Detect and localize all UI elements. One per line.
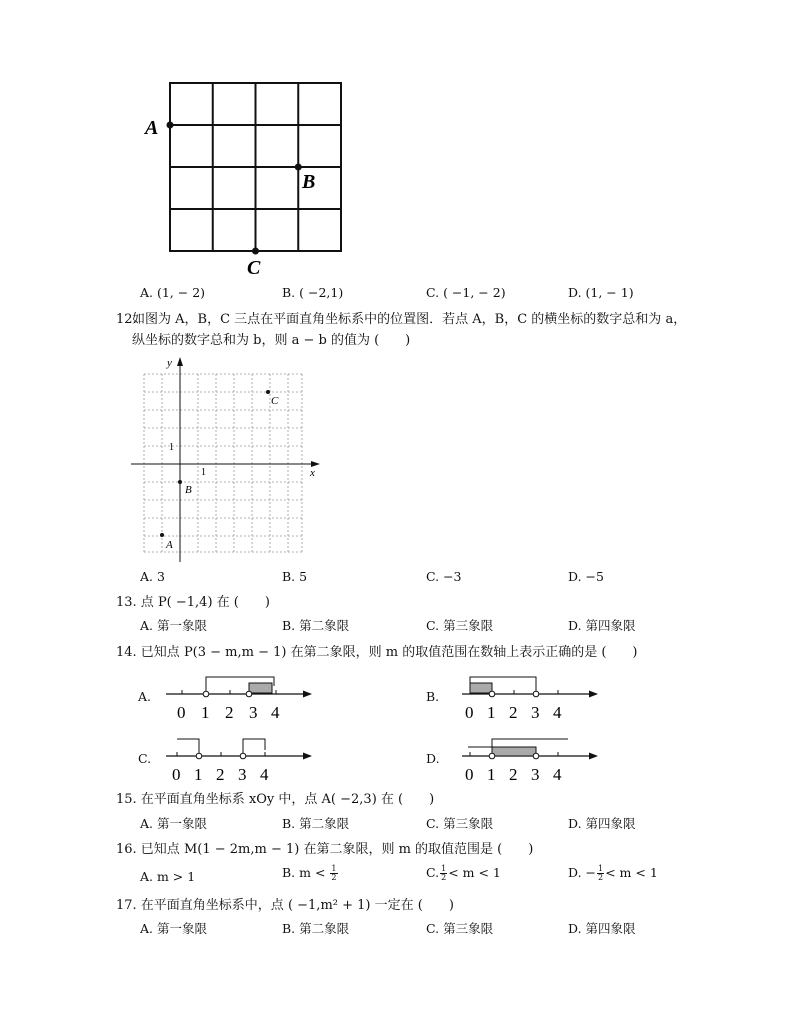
tick-2: 2 [509, 703, 518, 722]
frac-den: 2 [331, 873, 337, 882]
q17-option-a[interactable]: A. 第一象限 [140, 921, 207, 936]
tick-4: 4 [260, 765, 269, 784]
q12-option-a[interactable]: A. 3 [140, 569, 165, 584]
tick-3: 3 [238, 765, 247, 784]
q15-text: 15. 在平面直角坐标系 xOy 中，点 A( −2,3) 在 ( ) [116, 792, 435, 807]
q14-option-d-numberline[interactable] [456, 730, 616, 786]
tick-1: 1 [201, 703, 210, 722]
q15-option-c[interactable]: C. 第三象限 [426, 816, 494, 831]
q14-option-c-numberline[interactable] [160, 730, 320, 786]
q11-option-c[interactable]: C. ( −1, − 2) [426, 285, 506, 300]
tick-2: 2 [225, 703, 234, 722]
q11-option-b[interactable]: B. ( −2,1) [282, 285, 344, 300]
x-tick-1: 1 [201, 467, 206, 478]
point-c [252, 248, 259, 255]
graph-label-a: A [166, 539, 173, 551]
q16-option-b-text: B. m < [282, 865, 326, 880]
tick-4: 4 [553, 765, 562, 784]
q13-option-a[interactable]: A. 第一象限 [140, 618, 207, 633]
tick-1: 1 [487, 703, 496, 722]
graph-point-a [160, 533, 164, 537]
tick-1: 1 [487, 765, 496, 784]
point-b [295, 164, 302, 171]
fraction-one-half [597, 865, 604, 882]
q16-option-d-prefix: D. − [568, 865, 596, 880]
q16-option-d-suffix: < m < 1 [605, 865, 658, 880]
q14-option-d-letter[interactable]: D. [426, 751, 440, 766]
label-a: A [145, 117, 159, 139]
q16-option-d[interactable] [568, 864, 658, 882]
graph-point-b [178, 480, 182, 484]
q15-option-b[interactable]: B. 第二象限 [282, 816, 350, 831]
tick-3: 3 [531, 765, 540, 784]
q17-option-d[interactable]: D. 第四象限 [568, 921, 636, 936]
q16-text: 16. 已知点 M(1 − 2m,m − 1) 在第二象限，则 m 的取值范围是 ( ) [116, 842, 534, 857]
label-b: B [302, 171, 316, 193]
tick-4: 4 [271, 703, 280, 722]
q12-option-c[interactable]: C. −3 [426, 569, 462, 584]
tick-0: 0 [177, 703, 186, 722]
fraction-one-half [440, 865, 447, 882]
label-c: C [247, 257, 261, 279]
tick-1: 1 [194, 765, 203, 784]
q16-option-c-suffix: < m < 1 [448, 865, 501, 880]
frac-num: 1 [331, 864, 337, 873]
q14-option-a-letter[interactable]: A. [138, 689, 152, 704]
q12-number: 12. [116, 312, 137, 327]
q13-option-c[interactable]: C. 第三象限 [426, 618, 494, 633]
graph-label-c: C [271, 395, 279, 407]
q11-grid-figure [140, 76, 360, 280]
tick-2: 2 [509, 765, 518, 784]
q12-text-line2: 纵坐标的数字总和为 b，则 a − b 的值为 ( ) [132, 333, 411, 348]
q15-option-d[interactable]: D. 第四象限 [568, 816, 636, 831]
x-axis-label: x [310, 467, 315, 479]
q13-option-b[interactable]: B. 第二象限 [282, 618, 350, 633]
y-axis-label: y [167, 357, 172, 369]
tick-0: 0 [172, 765, 181, 784]
q17-option-b[interactable]: B. 第二象限 [282, 921, 350, 936]
q16-option-a[interactable]: A. m > 1 [140, 869, 196, 884]
q15-option-a[interactable]: A. 第一象限 [140, 816, 207, 831]
q16-option-c-prefix: C. [426, 865, 440, 880]
point-a [167, 122, 174, 129]
tick-3: 3 [249, 703, 258, 722]
q14-option-b-letter[interactable]: B. [426, 689, 440, 704]
q17-text: 17. 在平面直角坐标系中，点 ( −1,m² + 1) 一定在 ( ) [116, 898, 454, 913]
q11-option-a[interactable]: A. (1, − 2) [140, 285, 206, 300]
q12-option-b[interactable]: B. 5 [282, 569, 308, 584]
q11-option-d[interactable]: D. (1, − 1) [568, 285, 634, 300]
tick-0: 0 [465, 765, 474, 784]
graph-label-b: B [185, 484, 192, 496]
fraction-one-half [330, 865, 337, 882]
q12-option-d[interactable]: D. −5 [568, 569, 604, 584]
q14-text: 14. 已知点 P(3 − m,m − 1) 在第二象限，则 m 的取值范围在数轴上表示正确的是 ( ) [116, 645, 638, 660]
tick-3: 3 [531, 703, 540, 722]
q13-option-d[interactable]: D. 第四象限 [568, 618, 636, 633]
graph-point-c [266, 390, 270, 394]
q14-option-a-numberline[interactable] [160, 668, 320, 724]
q14-option-c-letter[interactable]: C. [138, 751, 152, 766]
tick-4: 4 [553, 703, 562, 722]
q17-option-c[interactable]: C. 第三象限 [426, 921, 494, 936]
q12-text-line1: 如图为 A，B，C 三点在平面直角坐标系中的位置图．若点 A，B，C 的横坐标的数字总和为 a， [132, 312, 687, 327]
tick-0: 0 [465, 703, 474, 722]
q12-coordinate-graph [126, 354, 326, 566]
q14-option-b-numberline[interactable] [456, 668, 616, 724]
frac-den: 2 [441, 873, 447, 882]
frac-den: 2 [598, 873, 604, 882]
q13-text: 13. 点 P( −1,4) 在 ( ) [116, 595, 270, 610]
tick-2: 2 [216, 765, 225, 784]
y-tick-1: 1 [169, 442, 174, 453]
frac-num: 1 [598, 864, 604, 873]
frac-num: 1 [441, 864, 447, 873]
q16-option-b[interactable] [282, 864, 339, 882]
q16-option-c[interactable] [426, 864, 501, 882]
